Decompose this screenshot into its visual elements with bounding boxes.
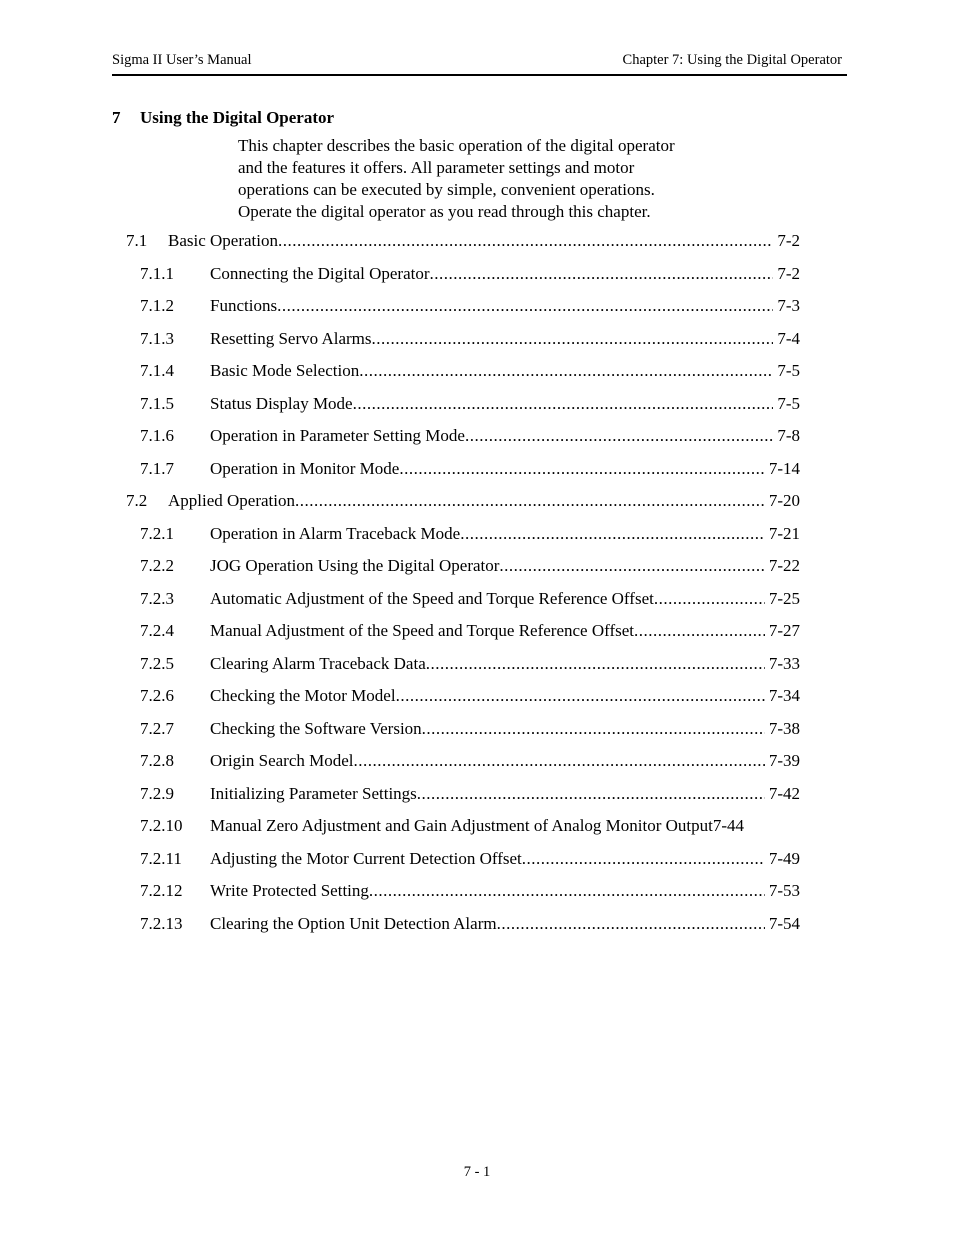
toc-entry[interactable] <box>0 230 954 252</box>
toc-entry-number: 7.2.9 <box>140 783 174 803</box>
toc-entry-title: Checking the Motor Model <box>210 686 396 705</box>
toc-entry-title: Connecting the Digital Operator <box>210 263 430 283</box>
toc-leader-dots <box>499 555 764 577</box>
toc-entry-page: 7-22 <box>768 556 800 575</box>
toc-entry-title: Operation in Parameter Setting Mode <box>210 426 465 445</box>
page-number: 7 - 1 <box>463 1164 491 1180</box>
toc-entry-page: 7-5 <box>777 393 800 413</box>
toc-entry[interactable] <box>0 685 954 707</box>
toc-entry-number: 7.2.10 <box>140 816 183 835</box>
toc-leader-dots <box>399 458 764 480</box>
toc-entry-number: 7.1 <box>126 231 148 250</box>
toc-entry[interactable] <box>0 393 954 415</box>
toc-entry-number: 7.2.13 <box>140 913 183 933</box>
toc-leader-dots <box>422 718 765 740</box>
toc-leader-dots <box>396 685 765 707</box>
toc-entry[interactable] <box>0 263 954 285</box>
toc-entry-title: Origin Search Model <box>210 751 354 770</box>
toc-entry-page: 7-14 <box>768 458 800 478</box>
toc-entry[interactable] <box>0 523 954 545</box>
toc-entry-title: Basic Mode Selection <box>210 361 360 380</box>
toc-entry-title: Clearing the Option Unit Detection Alarm <box>210 913 497 933</box>
toc-entry-title: Adjusting the Motor Current Detection Offset <box>210 848 522 868</box>
header-manual-title: Sigma II User’s Manual <box>112 52 252 68</box>
toc-leader-dots <box>417 783 765 805</box>
toc-leader-dots <box>371 328 773 350</box>
toc-entry[interactable] <box>0 425 954 447</box>
toc-entry-number: 7.2.6 <box>140 686 174 705</box>
toc-entry[interactable] <box>0 458 954 480</box>
toc-entry-page: 7-5 <box>777 361 800 380</box>
toc-entry-number: 7.1.1 <box>140 263 174 283</box>
toc-entry-page: 7-20 <box>768 491 800 510</box>
toc-entry-page: 7-34 <box>768 686 800 705</box>
toc-entry-page: 7-54 <box>768 913 800 933</box>
page-header <box>112 52 847 76</box>
toc-entry-page: 7-39 <box>768 751 800 770</box>
toc-entry-page: 7-44 <box>712 816 745 835</box>
toc-entry[interactable] <box>0 880 954 902</box>
toc-leader-dots <box>654 588 765 610</box>
toc-entry-title: Basic Operation <box>168 231 278 250</box>
toc-entry-title: Resetting Servo Alarms <box>210 328 372 348</box>
toc-entry-title: Operation in Monitor Mode <box>210 458 400 478</box>
chapter-title-text: Using the Digital Operator <box>140 108 335 127</box>
toc-entry-number: 7.1.3 <box>140 328 174 348</box>
toc-entry-number: 7.2.8 <box>140 751 174 770</box>
toc-entry[interactable] <box>0 815 954 837</box>
chapter-heading <box>112 108 334 128</box>
toc-leader-dots <box>430 263 774 285</box>
toc-leader-dots <box>497 913 765 935</box>
toc-entry[interactable] <box>0 295 954 317</box>
intro-line: This chapter describes the basic operation of the digital operator <box>238 136 675 155</box>
toc-entry-title: Functions <box>210 296 278 315</box>
toc-entry[interactable] <box>0 555 954 577</box>
toc-entry-number: 7.1.6 <box>140 426 174 445</box>
toc-entry-page: 7-8 <box>777 426 800 445</box>
toc-entry[interactable] <box>0 913 954 935</box>
toc-leader-dots <box>426 653 765 675</box>
toc-entry-page: 7-25 <box>768 588 800 608</box>
toc-entry-title: Initializing Parameter Settings <box>210 783 417 803</box>
toc-entry-number: 7.2.11 <box>140 848 182 868</box>
toc-entry-page: 7-2 <box>777 231 800 250</box>
toc-entry-page: 7-3 <box>777 296 800 315</box>
toc-entry-title: Status Display Mode <box>210 393 353 413</box>
toc-entry-page: 7-4 <box>777 328 800 348</box>
toc-entry-number: 7.2.7 <box>140 718 174 738</box>
toc-entry[interactable] <box>0 490 954 512</box>
toc-leader-dots <box>278 230 773 252</box>
toc-entry-title: Applied Operation <box>168 491 295 510</box>
toc-entry-page: 7-38 <box>768 718 800 738</box>
toc-entry[interactable] <box>0 783 954 805</box>
toc-entry-number: 7.2.1 <box>140 523 174 543</box>
toc-entry-number: 7.1.4 <box>140 361 174 380</box>
toc-entry-title: Automatic Adjustment of the Speed and Torque Reference Offset <box>210 588 654 608</box>
toc-entry-number: 7.1.2 <box>140 296 174 315</box>
toc-entry-number: 7.2.12 <box>140 881 183 900</box>
toc-entry-page: 7-21 <box>768 523 800 543</box>
intro-line: Operate the digital operator as you read through this chapter. <box>238 202 651 221</box>
toc-entry[interactable] <box>0 620 954 642</box>
toc-entry-number: 7.2.3 <box>140 588 174 608</box>
toc-leader-dots <box>277 295 773 317</box>
toc-leader-dots <box>295 490 765 512</box>
toc-entry[interactable] <box>0 718 954 740</box>
intro-line: and the features it offers. All parameter settings and motor <box>238 158 635 177</box>
intro-line: operations can be executed by simple, convenient operations. <box>238 180 655 199</box>
toc-entry-page: 7-49 <box>768 848 800 868</box>
toc-entry-title: Clearing Alarm Traceback Data <box>210 653 426 673</box>
toc-leader-dots <box>354 750 765 772</box>
toc-entry[interactable] <box>0 750 954 772</box>
toc-entry-page: 7-42 <box>768 783 800 803</box>
toc-entry-title: Write Protected Setting <box>210 881 369 900</box>
toc-entry-title: Operation in Alarm Traceback Mode <box>210 523 461 543</box>
toc-entry[interactable] <box>0 588 954 610</box>
toc-entry-number: 7.2.4 <box>140 621 174 640</box>
toc-entry-page: 7-2 <box>777 263 800 283</box>
toc-leader-dots <box>353 393 774 415</box>
toc-entry-title: Manual Zero Adjustment and Gain Adjustment of Analog Monitor Output <box>210 816 713 835</box>
header-chapter-title: Chapter 7: Using the Digital Operator <box>622 52 842 68</box>
toc-entry-number: 7.2.2 <box>140 556 174 575</box>
toc-leader-dots <box>359 360 773 382</box>
toc-entry-page: 7-33 <box>768 653 800 673</box>
toc-entry[interactable] <box>0 653 954 675</box>
chapter-number: 7 <box>112 108 121 127</box>
toc-leader-dots <box>369 880 765 902</box>
toc-entry-title: Checking the Software Version <box>210 718 422 738</box>
toc-entry-number: 7.1.5 <box>140 393 174 413</box>
toc-leader-dots <box>634 620 765 642</box>
toc-entry-number: 7.1.7 <box>140 458 174 478</box>
toc-entry-number: 7.2.5 <box>140 653 174 673</box>
toc-leader-dots <box>465 425 773 447</box>
toc-entry[interactable] <box>0 848 954 870</box>
toc-entry-title: JOG Operation Using the Digital Operator <box>210 556 500 575</box>
toc-leader-dots <box>522 848 765 870</box>
toc-entry-page: 7-53 <box>768 881 800 900</box>
toc-entry-number: 7.2 <box>126 491 148 510</box>
toc-entry[interactable] <box>0 360 954 382</box>
page-footer <box>0 1164 954 1181</box>
chapter-intro <box>238 135 738 223</box>
toc-entry[interactable] <box>0 328 954 350</box>
toc-entry-page: 7-27 <box>768 621 800 640</box>
toc-leader-dots <box>460 523 765 545</box>
toc-entry-title: Manual Adjustment of the Speed and Torque Reference Offset <box>210 621 635 640</box>
